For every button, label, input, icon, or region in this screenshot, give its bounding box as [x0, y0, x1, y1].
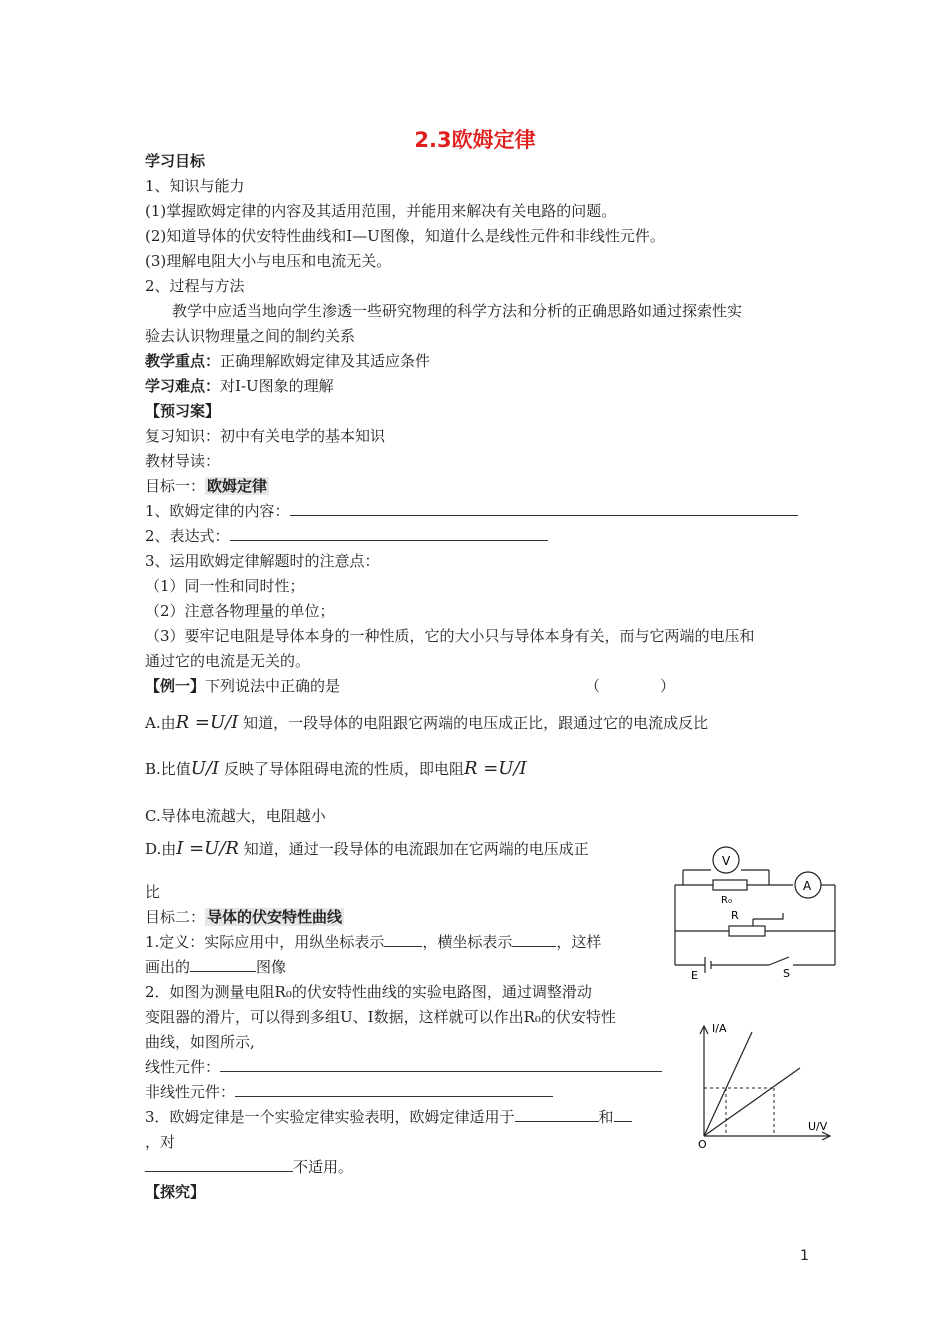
answer-blank[interactable]: [190, 957, 256, 972]
difficulty-point: [145, 376, 334, 396]
option-a-prefix: A.由: [145, 714, 176, 732]
formula: U/I: [190, 758, 220, 779]
option-c: C.导体电流越大，电阻越小: [145, 807, 326, 825]
formula: I =U/R: [176, 838, 239, 859]
option-b: [145, 759, 527, 779]
answer-blank[interactable]: [512, 932, 556, 947]
definition-text: ，这样: [556, 933, 602, 951]
goal-2-prefix: 目标二：: [145, 908, 206, 926]
option-a: [145, 713, 708, 733]
x-axis-label: U/V: [808, 1120, 828, 1133]
answer-blank[interactable]: [290, 501, 798, 516]
question-2-line-2: 变阻器的滑片，可以得到多组U、I数据，这样就可以作出R₀的伏安特性: [145, 1008, 616, 1026]
goal-1-prefix: 目标一：: [145, 477, 206, 495]
question-2-line-1: 2．如图为测量电阻R₀的伏安特性曲线的实验电路图，通过调整滑动: [145, 983, 592, 1001]
note-1: （1）同一性和同时性；: [145, 577, 305, 595]
objectives-heading: 学习目标: [145, 152, 206, 170]
objective-item-2: (2)知道导体的伏安特性曲线和I—U图像，知道什么是线性元件和非线性元件。: [145, 227, 665, 245]
example-1-label: 【例一】: [145, 677, 206, 695]
iu-graph: [690, 1018, 840, 1150]
goal-1-question-1: [145, 501, 798, 521]
preview-heading: 【预习案】: [145, 402, 221, 420]
objectives-section-2: 2、过程与方法: [145, 277, 245, 295]
note-3-line-2: 通过它的电流是无关的。: [145, 652, 311, 670]
explore-heading: 【探究】: [145, 1183, 206, 1201]
key-point-label: 教学重点：: [145, 352, 221, 370]
page-number: 1: [800, 1248, 809, 1264]
goal-2-heading: [145, 907, 344, 927]
question-3-text: 不适用。: [293, 1158, 354, 1176]
method-paragraph-line-2: 验去认识物理量之间的制约关系: [145, 327, 356, 345]
goal-1-question-2: [145, 526, 548, 546]
answer-blank[interactable]: [384, 932, 422, 947]
objective-item-1: (1)掌握欧姆定律的内容及其适用范围，并能用来解决有关电路的问题。: [145, 202, 617, 220]
note-2: （2）注意各物理量的单位；: [145, 602, 335, 620]
question-3-text: 和: [598, 1108, 614, 1126]
option-d-end: 比: [145, 883, 161, 901]
steep-line: [704, 1032, 752, 1136]
resistor-symbol: [713, 880, 747, 890]
y-axis-label: I/A: [712, 1022, 727, 1035]
goal-1-heading: [145, 476, 269, 496]
key-point-text: 正确理解欧姆定律及其适应条件: [220, 352, 431, 370]
origin-label: O: [698, 1138, 707, 1150]
rheostat-label: R: [731, 909, 739, 922]
option-d-prefix: D.由: [145, 840, 177, 858]
answer-blank[interactable]: [145, 1157, 293, 1172]
review-knowledge: 复习知识：初中有关电学的基本知识: [145, 427, 386, 445]
resistor-label: R₀: [721, 895, 732, 906]
example-1-text: 下列说法中正确的是: [205, 677, 341, 695]
answer-parenthesis[interactable]: （ ）: [585, 677, 676, 695]
goal-2-name: 导体的伏安特性曲线: [207, 908, 343, 926]
objectives-section-1: 1、知识与能力: [145, 177, 245, 195]
voltmeter-label: V: [722, 854, 731, 868]
answer-blank[interactable]: [220, 1057, 662, 1072]
formula: R =U/I: [463, 758, 527, 779]
answer-blank[interactable]: [235, 1082, 553, 1097]
nonlinear-label: 非线性元件：: [145, 1083, 236, 1101]
definition-text: ，横坐标表示: [422, 933, 513, 951]
note-3-line-1: （3）要牢记电阻是导体本身的一种性质，它的大小只与导体本身有关，而与它两端的电压和: [145, 627, 755, 645]
example-1-prompt: [145, 676, 340, 696]
nonlinear-element: [145, 1082, 553, 1102]
option-d-text: 知道，通过一段导体的电流跟加在它两端的电压成正: [243, 840, 589, 858]
question-3-line-3: [145, 1157, 353, 1177]
linear-label: 线性元件：: [145, 1058, 221, 1076]
shallow-line: [704, 1068, 800, 1136]
question-3-line-1: [145, 1107, 632, 1127]
objective-item-3: (3)理解电阻大小与电压和电流无关。: [145, 252, 392, 270]
question-3-text: 3．欧姆定律是一个实验定律实验表明，欧姆定律适用于: [145, 1108, 515, 1126]
rheostat-symbol: [729, 926, 765, 936]
question-1-text: 1、欧姆定律的内容：: [145, 502, 290, 520]
option-b-text: 反映了导体阻碍电流的性质，即电阻: [223, 760, 464, 778]
difficulty-label: 学习难点：: [145, 377, 221, 395]
definition-text: 图像: [256, 958, 287, 976]
goal-1-question-3: 3、运用欧姆定律解题时的注意点：: [145, 552, 380, 570]
battery-label: E: [691, 969, 698, 982]
definition-text: 画出的: [145, 958, 191, 976]
key-point: [145, 351, 430, 371]
ammeter-label: A: [803, 879, 812, 893]
page-title: 2.3欧姆定律: [414, 128, 536, 152]
answer-blank[interactable]: [614, 1107, 632, 1122]
answer-blank[interactable]: [515, 1107, 599, 1122]
question-2-line-3: 曲线，如图所示,: [145, 1033, 255, 1051]
option-b-prefix: B.比值: [145, 760, 191, 778]
switch-label: S: [783, 967, 790, 980]
question-3-line-2: ，对: [145, 1133, 176, 1151]
answer-blank[interactable]: [230, 526, 548, 541]
difficulty-text: 对I-U图象的理解: [220, 377, 334, 395]
formula: R =U/I: [175, 712, 239, 733]
circuit-diagram: [665, 843, 845, 983]
question-2-text: 2、表达式：: [145, 527, 230, 545]
option-a-text: 知道，一段导体的电阻跟它两端的电压成正比，跟通过它的电流成反比: [243, 714, 709, 732]
goal-1-name: 欧姆定律: [207, 477, 268, 495]
option-d: [145, 839, 589, 859]
definition-line-1: [145, 932, 601, 952]
textbook-guide: 教材导读：: [145, 452, 221, 470]
linear-element: [145, 1057, 662, 1077]
definition-line-2: [145, 957, 286, 977]
method-paragraph-line-1: 教学中应适当地向学生渗透一些研究物理的科学方法和分析的正确思路如通过探索性实: [172, 302, 743, 320]
definition-text: 1.定义：实际应用中，用纵坐标表示: [145, 933, 385, 951]
